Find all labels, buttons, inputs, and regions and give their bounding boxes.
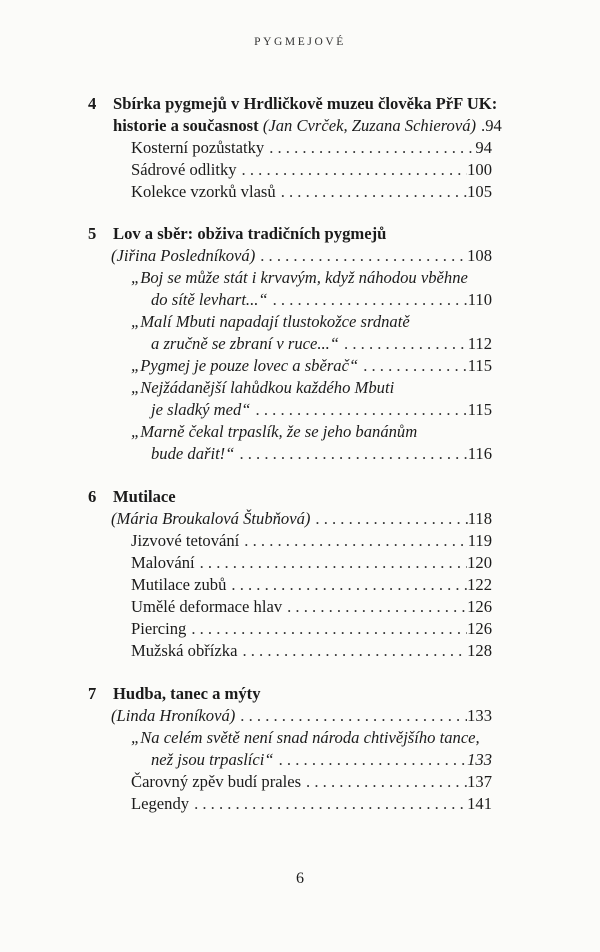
page-number: 120 <box>467 553 492 572</box>
section-title: Lov a sběr: obživa tradičních pygmejů <box>113 224 387 243</box>
toc-entry <box>131 355 492 377</box>
page-number: 94 <box>485 116 502 135</box>
page-number: 115 <box>467 356 492 375</box>
section-5-title-line <box>88 223 492 245</box>
page-number: 108 <box>467 246 492 265</box>
toc-entry <box>131 530 492 552</box>
section-number: 4 <box>88 94 97 113</box>
section-title: Mutilace <box>113 487 176 506</box>
quote-text: „Na celém světě není snad národa chtivějšího tance, <box>131 728 480 747</box>
quote-text: „Boj se může stát i krvavým, když náhodou vběhne <box>131 268 468 287</box>
leader-dots <box>282 596 467 618</box>
quote-line <box>131 311 492 333</box>
toc-entry <box>151 749 492 771</box>
page-number: 94 <box>475 138 492 157</box>
quote-text: „Marně čekal trpaslík, že se jeho banánům <box>131 422 418 441</box>
leader-dots <box>264 137 475 159</box>
quote-line <box>131 421 492 443</box>
leader-dots <box>274 749 467 771</box>
page-number: 137 <box>467 772 492 791</box>
toc-entry <box>151 289 492 311</box>
leader-dots <box>255 245 467 267</box>
leader-dots <box>235 705 467 727</box>
section-number: 6 <box>88 487 97 506</box>
leader-dots <box>339 333 468 355</box>
page-number: 100 <box>467 160 492 179</box>
author: (Mária Broukalová Štubňová) <box>111 509 311 528</box>
toc-entry <box>131 771 492 793</box>
leader-dots <box>226 574 467 596</box>
page-number: 116 <box>467 444 492 463</box>
page-folio: 6 <box>296 870 304 887</box>
toc-entry <box>151 333 492 355</box>
quote-text: „Malí Mbuti napadají tlustokožce srdnatě <box>131 312 410 331</box>
toc-entry <box>131 618 492 640</box>
author: (Jiřina Posledníková) <box>111 246 256 265</box>
leader-dots <box>234 443 467 465</box>
quote-text: a zručně se zbraní v ruce...“ <box>151 334 340 353</box>
entry-label: Kosterní pozůstatky <box>131 138 265 157</box>
quote-text: než jsou trpaslíci“ <box>151 750 274 769</box>
entry-label: Piercing <box>131 619 187 638</box>
leader-dots <box>276 181 467 203</box>
leader-dots <box>237 640 467 662</box>
page-number: 133 <box>467 750 492 769</box>
toc-entry <box>131 596 492 618</box>
section-4-author-line <box>113 115 502 137</box>
toc-entry <box>111 508 492 530</box>
leader-dots <box>195 552 468 574</box>
quote-line <box>131 267 492 289</box>
section-number: 7 <box>88 684 97 703</box>
leader-dots <box>186 618 467 640</box>
section-7-title-line <box>88 683 492 705</box>
section-number: 5 <box>88 224 97 243</box>
leader-dots <box>358 355 468 377</box>
page-number: 112 <box>467 334 492 353</box>
quote-line <box>131 377 492 399</box>
entry-label: Mužská obřízka <box>131 641 238 660</box>
page-number: 128 <box>467 641 492 660</box>
toc-entry <box>131 159 492 181</box>
toc-entry <box>131 640 492 662</box>
quote-text: bude dařit!“ <box>151 444 235 463</box>
toc-entry <box>151 443 492 465</box>
section-4-title-line <box>88 93 504 115</box>
entry-label: Kolekce vzorků vlasů <box>131 182 276 201</box>
running-head: PYGMEJOVÉ <box>254 36 346 48</box>
page-number: 110 <box>467 290 492 309</box>
quote-text: je sladký med“ <box>151 400 251 419</box>
page-number: 126 <box>467 597 492 616</box>
leader-dots <box>239 530 467 552</box>
leader-dots <box>301 771 467 793</box>
page-number: 119 <box>467 531 492 550</box>
section-title-cont: historie a současnost <box>113 116 259 135</box>
entry-label: Čarovný zpěv budí prales <box>131 772 302 791</box>
page-number: 118 <box>467 509 492 528</box>
entry-label: Umělé deformace hlav <box>131 597 283 616</box>
page-number: 126 <box>467 619 492 638</box>
section-6-title-line <box>88 486 492 508</box>
entry-label: Sádrové odlitky <box>131 160 237 179</box>
quote-text: „Nejžádanější lahůdkou každého Mbuti <box>131 378 395 397</box>
section-title: Sbírka pygmejů v Hrdličkově muzeu člověka PřF UK: <box>113 94 498 113</box>
toc-entry <box>131 137 492 159</box>
leader-dots <box>189 793 467 815</box>
entry-label: Malování <box>131 553 195 572</box>
leader-dots <box>310 508 467 530</box>
page-number: 115 <box>467 400 492 419</box>
toc-entry <box>111 705 492 727</box>
leader-dots <box>268 289 468 311</box>
author-separator: . <box>481 116 486 135</box>
quote-text: do sítě levhart...“ <box>151 290 268 309</box>
quote-text: „Pygmej je pouze lovec a sběrač“ <box>131 356 359 375</box>
author: (Jan Cvrček, Zuzana Schierová) <box>262 116 477 135</box>
author: (Linda Hroníková) <box>111 706 236 725</box>
toc-entry <box>131 793 492 815</box>
leader-dots <box>251 399 468 421</box>
toc-entry <box>151 399 492 421</box>
entry-label: Legendy <box>131 794 190 813</box>
toc-entry <box>111 245 492 267</box>
toc-entry <box>131 181 492 203</box>
entry-label: Mutilace zubů <box>131 575 227 594</box>
page-number: 122 <box>467 575 492 594</box>
page-number: 141 <box>467 794 492 813</box>
toc-entry <box>131 552 492 574</box>
page-number: 133 <box>467 706 492 725</box>
leader-dots <box>237 159 468 181</box>
section-title: Hudba, tanec a mýty <box>113 684 261 703</box>
toc-entry <box>131 574 492 596</box>
page-number: 105 <box>467 182 492 201</box>
quote-line <box>131 727 500 749</box>
entry-label: Jizvové tetování <box>131 531 240 550</box>
